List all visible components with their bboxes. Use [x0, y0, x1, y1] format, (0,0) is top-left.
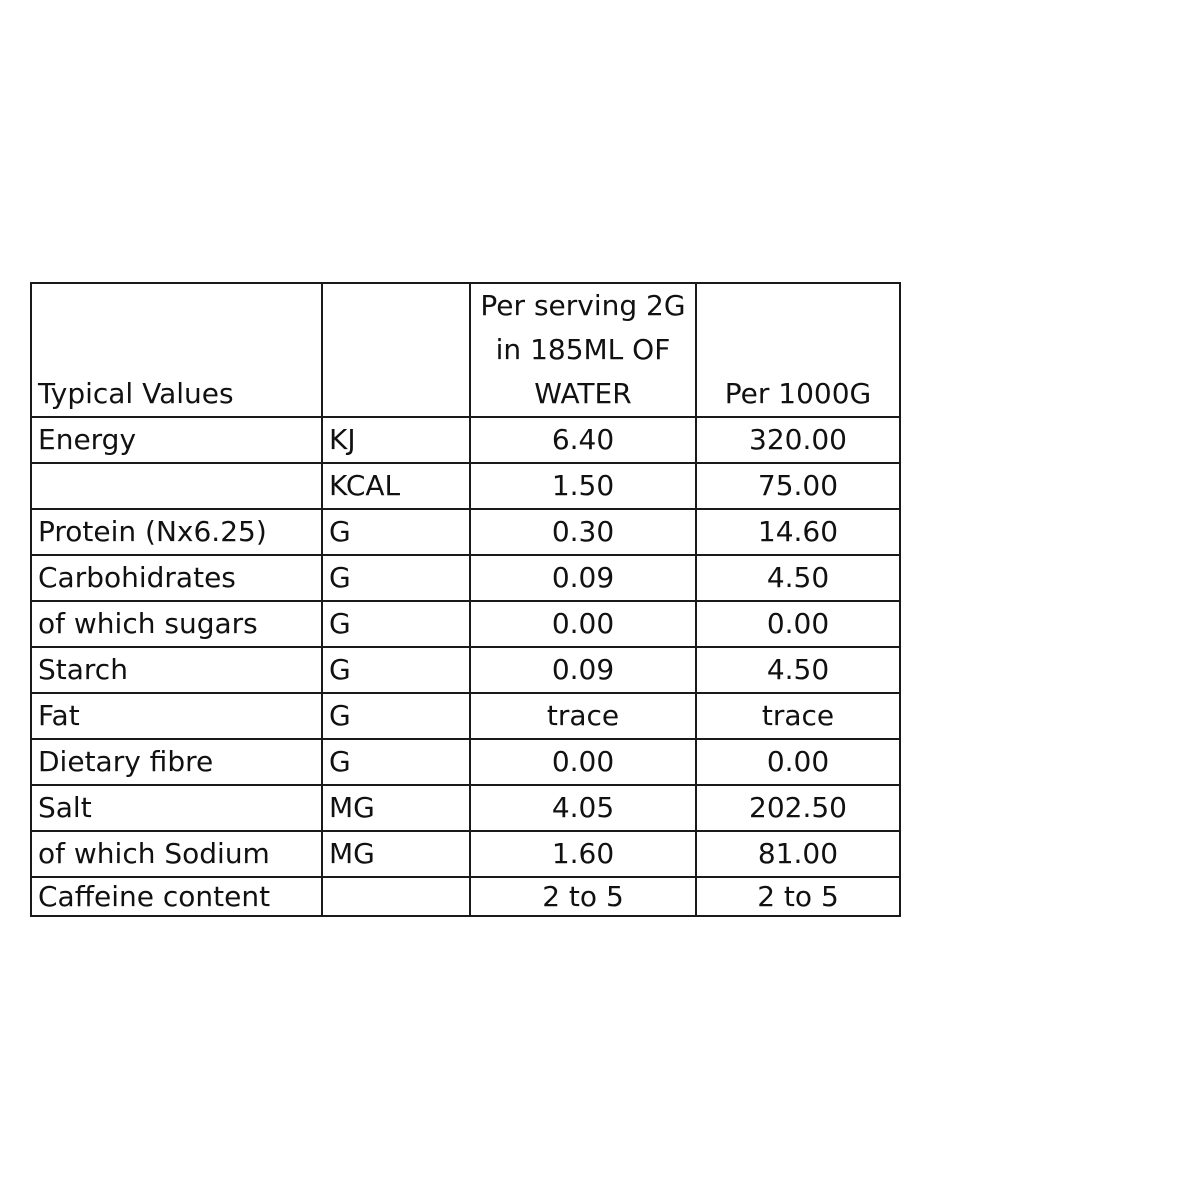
nutrient-unit: G — [322, 647, 470, 693]
per-serving-value: 1.50 — [470, 463, 696, 509]
header-per-1000g: Per 1000G — [696, 283, 900, 417]
header-per-serving — [470, 283, 696, 417]
per-serving-value: 0.09 — [470, 647, 696, 693]
per-1000g-value: 4.50 — [696, 555, 900, 601]
nutrient-unit: KCAL — [322, 463, 470, 509]
per-serving-value: 2 to 5 — [470, 877, 696, 916]
table-row — [31, 417, 900, 463]
nutrient-name: Caffeine content — [31, 877, 322, 916]
per-1000g-value: 0.00 — [696, 601, 900, 647]
per-serving-value: 0.00 — [470, 739, 696, 785]
per-serving-value: 4.05 — [470, 785, 696, 831]
nutrient-name: Starch — [31, 647, 322, 693]
nutrient-unit: G — [322, 601, 470, 647]
per-1000g-value: 4.50 — [696, 647, 900, 693]
per-1000g-value: trace — [696, 693, 900, 739]
nutrient-unit: G — [322, 739, 470, 785]
nutrient-name: of which sugars — [31, 601, 322, 647]
header-per-serving-line-3: WATER — [534, 377, 632, 410]
per-serving-value: trace — [470, 693, 696, 739]
nutrient-name: Carbohidrates — [31, 555, 322, 601]
header-per-serving-line-1: Per serving 2G — [480, 289, 686, 322]
per-1000g-value: 320.00 — [696, 417, 900, 463]
nutrient-unit: KJ — [322, 417, 470, 463]
nutrient-unit: MG — [322, 831, 470, 877]
per-1000g-value: 75.00 — [696, 463, 900, 509]
per-serving-value: 1.60 — [470, 831, 696, 877]
nutrient-name: Salt — [31, 785, 322, 831]
nutrient-unit: G — [322, 555, 470, 601]
nutrient-unit: G — [322, 509, 470, 555]
nutrient-unit: G — [322, 693, 470, 739]
per-serving-value: 0.09 — [470, 555, 696, 601]
per-serving-value: 0.30 — [470, 509, 696, 555]
nutrient-name: Fat — [31, 693, 322, 739]
header-unit — [322, 283, 470, 417]
nutrition-table — [30, 282, 901, 917]
per-serving-value: 0.00 — [470, 601, 696, 647]
table-row — [31, 739, 900, 785]
nutrient-name: Energy — [31, 417, 322, 463]
header-row — [31, 283, 900, 417]
per-serving-value: 6.40 — [470, 417, 696, 463]
table-row — [31, 877, 900, 916]
per-1000g-value: 0.00 — [696, 739, 900, 785]
nutrient-unit: MG — [322, 785, 470, 831]
table-row — [31, 555, 900, 601]
table-row — [31, 647, 900, 693]
header-typical-values: Typical Values — [31, 283, 322, 417]
per-1000g-value: 2 to 5 — [696, 877, 900, 916]
nutrient-name: Protein (Nx6.25) — [31, 509, 322, 555]
per-1000g-value: 14.60 — [696, 509, 900, 555]
table-row — [31, 693, 900, 739]
per-1000g-value: 81.00 — [696, 831, 900, 877]
header-per-serving-line-2: in 185ML OF — [495, 333, 671, 366]
nutrient-name — [31, 463, 322, 509]
nutrient-name: of which Sodium — [31, 831, 322, 877]
nutrient-name: Dietary fibre — [31, 739, 322, 785]
table-row — [31, 831, 900, 877]
per-1000g-value: 202.50 — [696, 785, 900, 831]
table-row — [31, 601, 900, 647]
table-row — [31, 509, 900, 555]
nutrient-unit — [322, 877, 470, 916]
table-row — [31, 463, 900, 509]
table-row — [31, 785, 900, 831]
